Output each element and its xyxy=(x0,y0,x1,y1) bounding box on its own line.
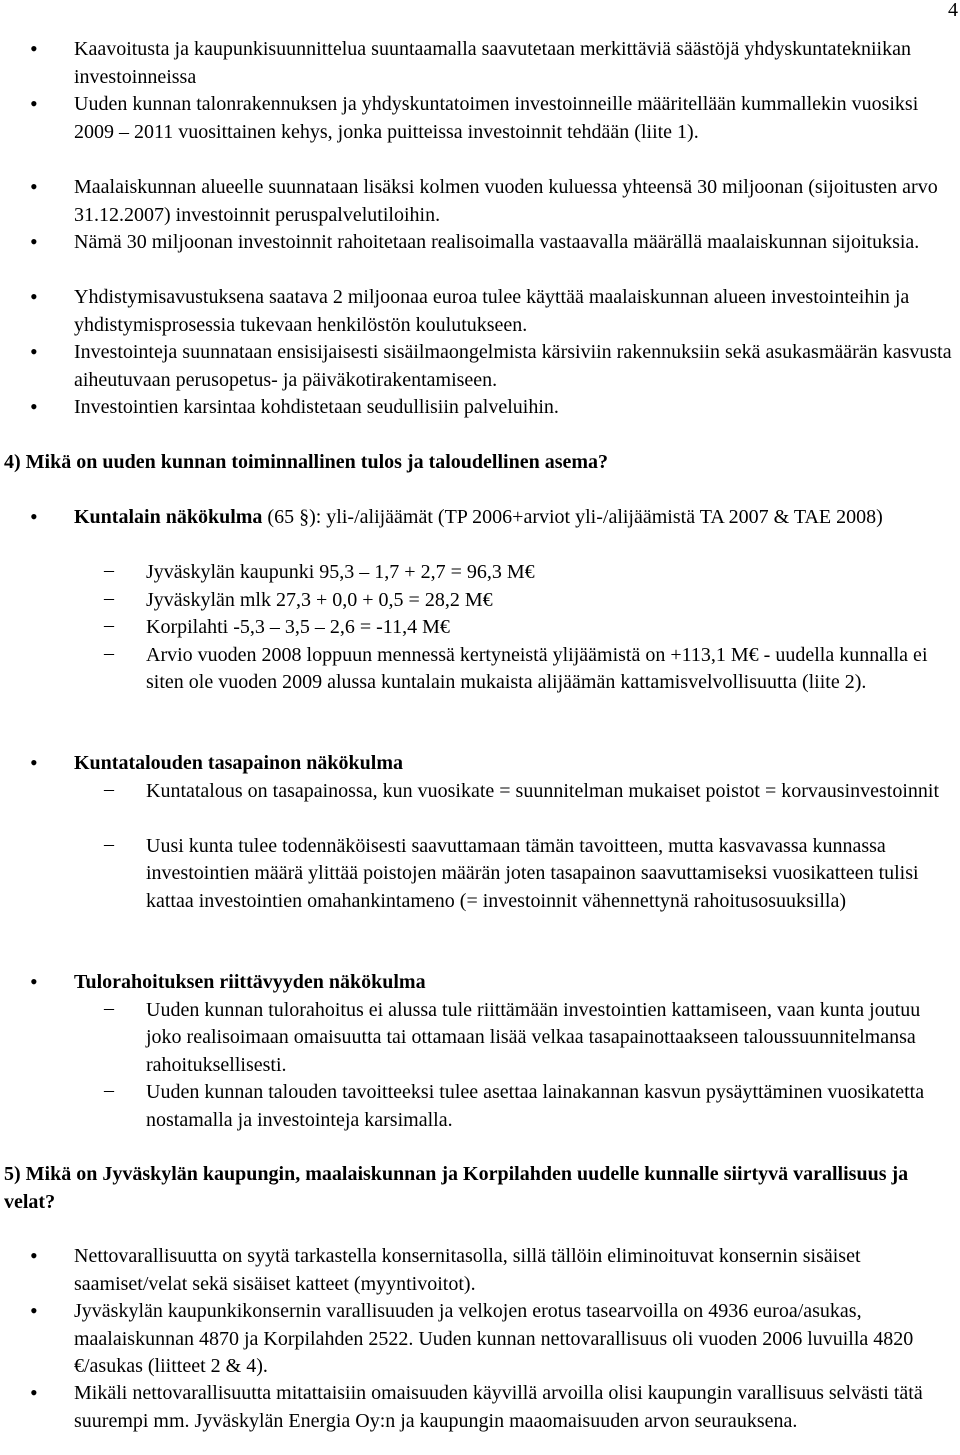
list-item-text: Yhdistymisavustuksena saatava 2 miljoonaa euroa tulee käyttää maalaiskunnan alueen investointeihin ja yhdistymisprosessia tukevaan henkilöstön koulutukseen. xyxy=(74,286,910,336)
dash-icon: – xyxy=(104,777,114,800)
tulorahoitus-title: Tulorahoituksen riittävyyden näkökulma xyxy=(74,971,426,993)
dash-icon: – xyxy=(104,641,114,664)
list-item-text: Arvio vuoden 2008 loppuun mennessä kertyneistä ylijäämistä on +113,1 M€ - uudella kunnalla ei siten ole vuoden 2009 alussa kuntalain mukaista alijäämän kattamisvelvollisuutta (liite 2). xyxy=(146,643,928,693)
list-item-text: Kaavoitusta ja kaupunkisuunnittelua suuntaamalla saavutetaan merkittäviä säästöjä yhdyskuntatekniikan investoinneissa xyxy=(74,38,911,88)
list-item-text: Uusi kunta tulee todennäköisesti saavuttamaan tämän tavoitteen, mutta kasvavassa kunnassa investointien määrä ylittää poistojen määrän joten tasapainon saavuttamiseksi vuosikatteen tulisi kattaa investointien omahankintameno (= investoinnit vähennettynä rahoitusosuuksilla) xyxy=(146,834,919,912)
bullet-icon: • xyxy=(30,174,38,199)
dash-icon: – xyxy=(104,559,114,581)
section-heading-5: 5) Mikä on Jyväskylän kaupungin, maalaiskunnan ja Korpilahden uudelle kunnalle siirtyvä varallisuus ja velat? xyxy=(4,1163,909,1213)
list-item-text: Uuden kunnan talouden tavoitteeksi tulee asettaa lainakannan kasvun pysäyttäminen vuosikatetta nostamalla ja investointeja karsimalla. xyxy=(146,1081,925,1131)
list-item-text: Jyväskylän kaupunki 95,3 – 1,7 + 2,7 = 96,3 M€ xyxy=(146,561,535,583)
bullet-icon: • xyxy=(30,394,38,419)
bullet-icon: • xyxy=(30,229,38,254)
page-number: 4 xyxy=(948,0,958,21)
list-item-text: Nämä 30 miljoonan investoinnit rahoitetaan realisoimalla vastaavalla määrällä maalaiskunnan sijoituksia. xyxy=(74,231,920,253)
list-item-text: Mikäli nettovarallisuutta mitattaisiin omaisuuden käyvillä arvoilla olisi kaupungin varallisuus selvästi tätä suurempi mm. Jyväskylän Energia Oy:n ja kaupungin maaomaisuuden arvon seurauksena. xyxy=(74,1382,923,1432)
bullet-icon: • xyxy=(30,750,38,775)
bullet-icon: • xyxy=(30,91,38,116)
bullet-icon: • xyxy=(30,1243,38,1268)
bullet-icon: • xyxy=(30,36,38,61)
section-heading-4: 4) Mikä on uuden kunnan toiminnallinen tulos ja taloudellinen asema? xyxy=(4,451,609,473)
list-item-text: Uuden kunnan talonrakennuksen ja yhdyskuntatoimen investoinneille määritellään kummallekin vuosiksi 2009 – 2011 vuosittainen kehys, jonka puitteissa investoinnit tehdään (liite 1). xyxy=(74,93,919,143)
list-item-text: Jyväskylän mlk 27,3 + 0,0 + 0,5 = 28,2 M€ xyxy=(146,588,493,611)
list-item-text: Maalaiskunnan alueelle suunnataan lisäksi kolmen vuoden kuluessa yhteensä 30 miljoonan (sijoitusten arvo 31.12.2007) investoinnit peruspalvelutiloihin. xyxy=(74,176,938,226)
dash-icon: – xyxy=(104,586,114,609)
bullet-icon: • xyxy=(30,1380,38,1405)
list-item-text: Nettovarallisuutta on syytä tarkastella konsernitasolla, sillä tällöin eliminoituvat konsernin sisäiset saamiset/velat sekä sisäiset katteet (myyntivoitot). xyxy=(74,1245,861,1295)
tasapaino-title: Kuntatalouden tasapainon näkökulma xyxy=(74,752,404,774)
dash-icon: – xyxy=(104,832,114,855)
list-item-text: Kuntatalous on tasapainossa, kun vuosikate = suunnitelman mukaiset poistot = korvausinvestoinnit xyxy=(146,779,940,802)
list-item-text: Uuden kunnan tulorahoitus ei alussa tule riittämään investointien kattamiseen, vaan kunta joutuu joko realisoimaan omaisuutta tai ottamaan lisää velkaa tasapainottaakseen taloussuunnitelmansa rahoituksellisesti. xyxy=(146,998,921,1076)
bullet-icon: • xyxy=(30,1298,38,1323)
bullet-icon: • xyxy=(30,284,38,309)
dash-icon: – xyxy=(104,1079,114,1101)
list-item-text: Investointeja suunnataan ensisijaisesti sisäilmaongelmista kärsiviin rakennuksiin sekä asukasmäärän kasvusta aiheutuvaan perusopetus- ja päiväkotirakentamiseen. xyxy=(74,341,952,391)
kuntalaki-title: Kuntalain näkökulma xyxy=(74,506,263,528)
dash-icon: – xyxy=(104,996,114,1019)
list-item-text: Jyväskylän kaupunkikonsernin varallisuuden ja velkojen erotus tasearvoilla on 4936 euroa/asukas, maalaiskunnan 4870 ja Korpilahden 2522. Uuden kunnan nettovarallisuus oli vuoden 2006 luvuilla 4820 €/asukas (liitteet 2 & 4). xyxy=(74,1300,914,1377)
bullet-icon: • xyxy=(30,339,38,364)
dash-icon: – xyxy=(104,614,114,636)
kuntalaki-rest: (65 §): yli-/alijäämät (TP 2006+arviot yli-/alijäämistä TA 2007 & TAE 2008) xyxy=(262,506,883,528)
list-item-text: Korpilahti -5,3 – 3,5 – 2,6 = -11,4 M€ xyxy=(146,616,450,638)
list-item-text: Investointien karsintaa kohdistetaan seudullisiin palveluihin. xyxy=(74,396,559,418)
bullet-icon: • xyxy=(30,969,38,994)
bullet-icon: • xyxy=(30,504,38,529)
kuntalaki-text xyxy=(74,504,954,532)
